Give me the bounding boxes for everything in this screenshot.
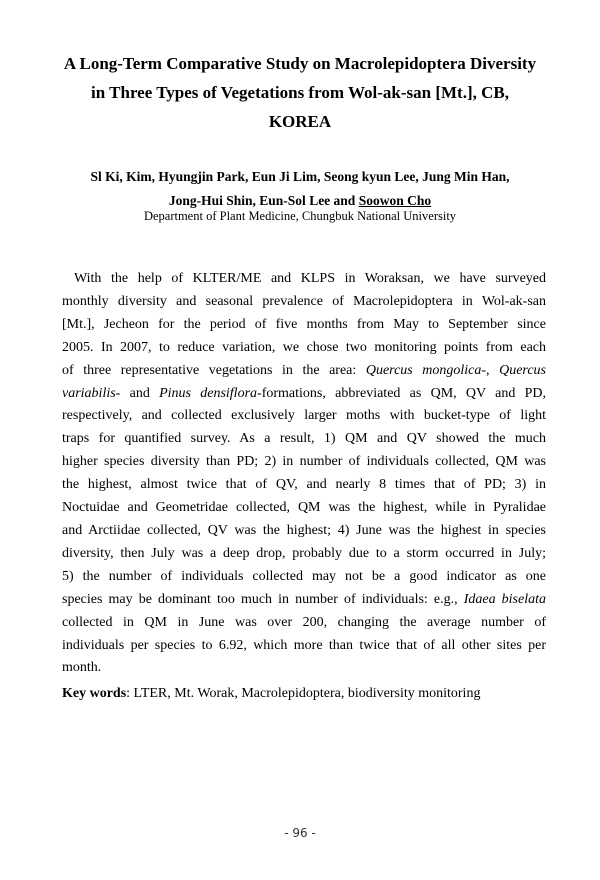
page-number: - 96 - [284,826,316,840]
keywords-text: : LTER, Mt. Worak, Macrolepidoptera, biodiversity monitoring [126,686,481,701]
abstract-line [62,383,546,406]
abstract-text: species may be dominant too much in number of individuals: e.g., [62,591,464,607]
keywords [62,684,546,704]
abstract-text: -formations, abbreviated as QM, QV and PD, [257,385,547,401]
species-name: Quercus [499,362,546,378]
species-name: variabilis- [62,385,121,401]
abstract-line: month. [62,660,102,676]
title-line-3: KOREA [268,112,332,132]
affiliation: Department of Plant Medicine, Chungbuk National University [143,209,457,223]
abstract-line [62,589,546,612]
corresponding-author: Soowon Cho [358,193,432,208]
abstract-line: With the help of KLTER/ME and KLPS in Woraksan, we have surveyed [74,271,546,286]
abstract-line: 5) the number of individuals collected may not be a good indicator as one [62,568,546,584]
abstract-line: individuals per species to 6.92, which more than twice that of all other sites per [62,637,546,653]
paper-title [40,49,560,136]
abstract [62,268,546,680]
author-list [40,165,560,213]
abstract-line: traps for quantified survey. As a result, 1) QM and QV showed the much [62,431,546,447]
author-line-2-text: Jong-Hui Shin, Eun-Sol Lee and [168,193,359,208]
abstract-line: diversity, then July was a deep drop, probably due to a storm occurred in July; [62,545,546,561]
species-name: Idaea biselata [463,591,546,607]
title-line-1: A Long-Term Comparative Study on Macrolepidoptera Diversity [63,54,537,74]
abstract-line: monthly diversity and seasonal prevalence of Macrolepidoptera in Wol-ak-san [62,293,546,309]
abstract-line: the highest, almost twice that of QV, and nearly 8 times that of PD; 3) in [62,477,546,493]
abstract-line [62,360,546,383]
abstract-text: of three representative vegetations in the area: [62,362,366,378]
abstract-line: and Arctiidae collected, QV was the highest; 4) June was the highest in species [62,522,546,538]
abstract-text: and [120,385,160,401]
title-line-2: in Three Types of Vegetations from Wol-ak-san [Mt.], CB, [91,83,509,103]
abstract-line: higher species diversity than PD; 2) in number of individuals collected, QM was [62,454,546,470]
abstract-line: collected in QM in June was over 200, changing the average number of [62,614,546,630]
abstract-line: Noctuidae and Geometridae collected, QM was the highest, while in Pyralidae [62,500,546,516]
abstract-line: [Mt.], Jecheon for the period of five months from May to September since [62,316,546,332]
species-name: Pinus densiflora [159,385,258,401]
abstract-line: 2005. In 2007, to reduce variation, we chose two monitoring points from each [62,339,546,355]
keywords-label: Key words [62,686,127,701]
author-line-1: Sl Ki, Kim, Hyungjin Park, Eun Ji Lim, Seong kyun Lee, Jung Min Han, [90,169,510,184]
species-name: Quercus mongolica- [365,362,487,378]
abstract-text: , [486,362,500,378]
abstract-line: respectively, and collected exclusively larger moths with bucket-type of light [62,408,546,424]
